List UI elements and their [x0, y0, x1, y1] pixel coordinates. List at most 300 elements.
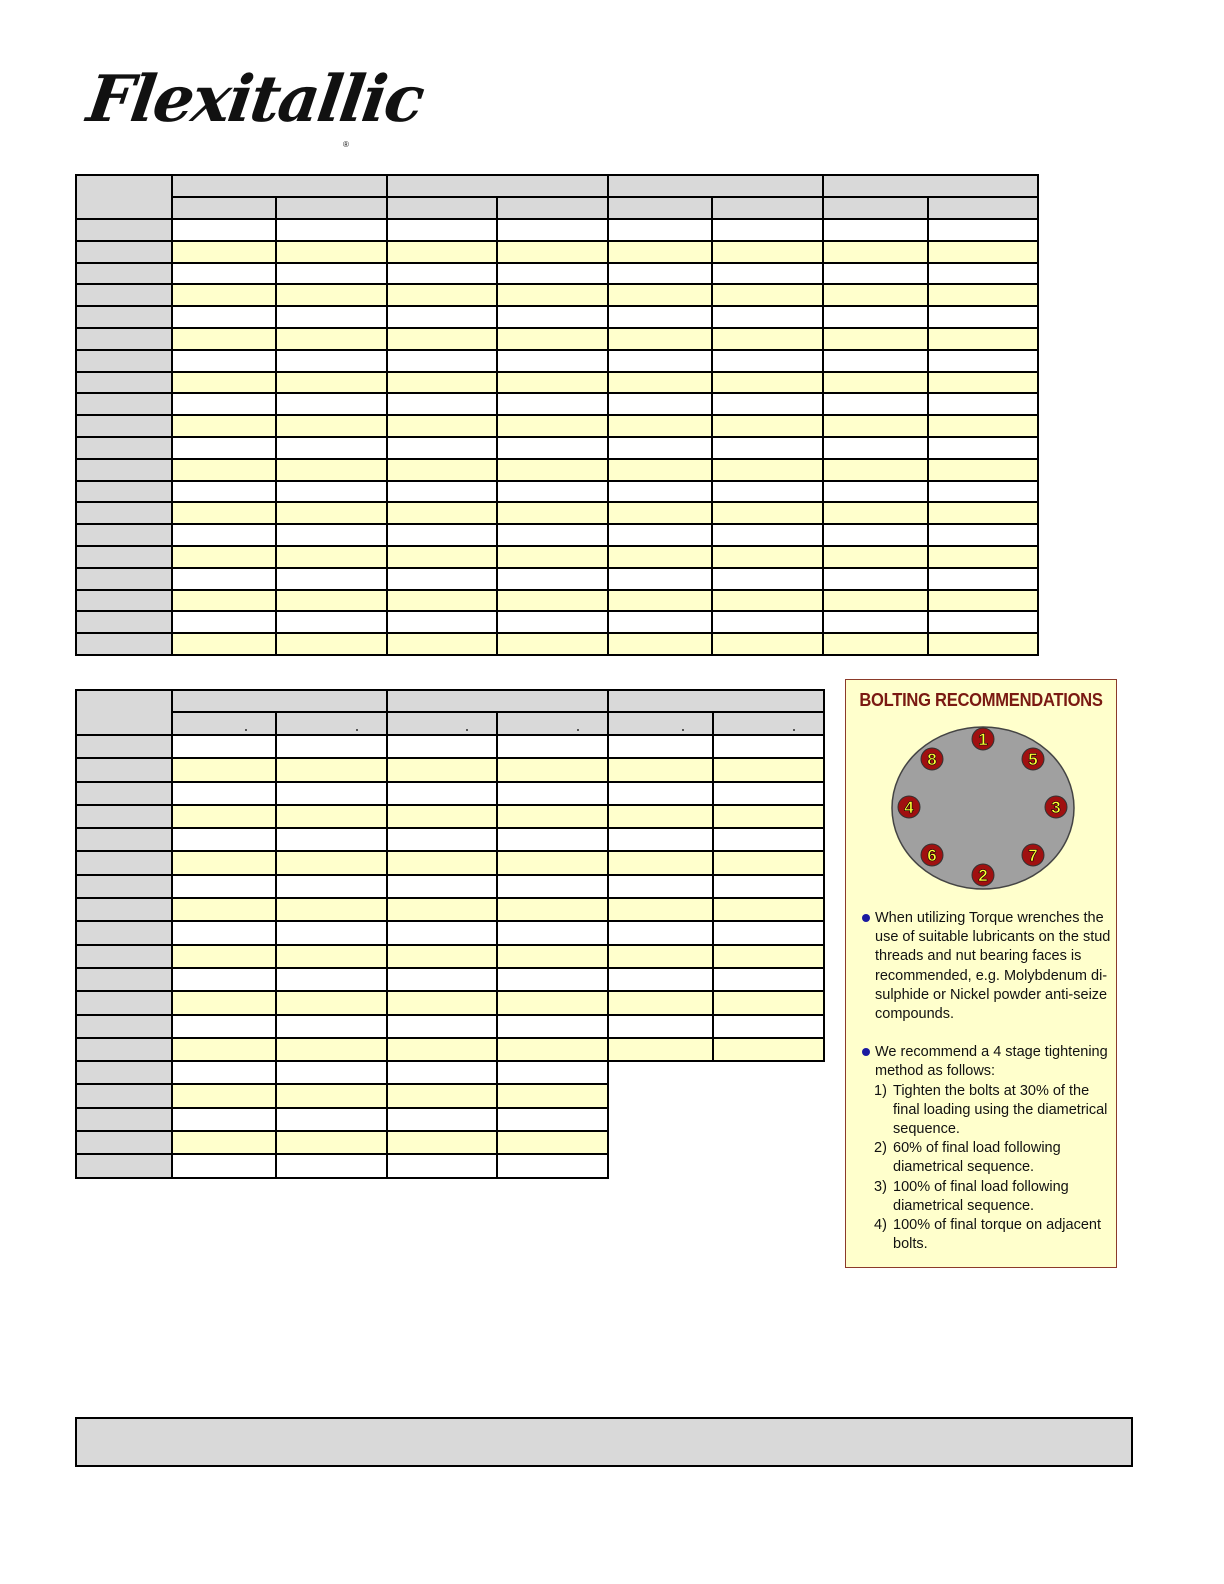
table-row [76, 735, 824, 758]
table-cell [823, 306, 928, 328]
table-cell [928, 568, 1038, 590]
tightening-step [860, 1082, 1115, 1140]
table-cell [276, 1084, 387, 1107]
corner-header [76, 175, 172, 219]
table-row [76, 945, 824, 968]
table-row [76, 328, 1038, 350]
table-cell [712, 481, 823, 503]
table-cell [928, 263, 1038, 285]
empty-space [713, 1061, 824, 1084]
table-cell [497, 735, 608, 758]
table-cell [172, 306, 276, 328]
table-cell [276, 875, 387, 898]
table-cell [497, 372, 608, 394]
table-row [76, 1084, 824, 1107]
table-cell [497, 459, 608, 481]
table-cell [823, 284, 928, 306]
table-cell [608, 219, 712, 241]
table-row [76, 921, 824, 944]
table-cell [608, 633, 712, 655]
table-cell [608, 898, 713, 921]
column-group-header [172, 175, 387, 197]
table-cell [928, 415, 1038, 437]
row-label [76, 1131, 172, 1154]
table-cell [928, 306, 1038, 328]
table-cell [712, 284, 823, 306]
bolt-1 [972, 728, 994, 750]
table-row [76, 782, 824, 805]
registered-mark: ® [343, 140, 349, 149]
table-cell [608, 1015, 713, 1038]
table-cell [497, 241, 608, 263]
table-cell [713, 758, 824, 781]
table-row [76, 284, 1038, 306]
bolt-7 [1022, 844, 1044, 866]
step-text: 60% of final load following diametrical sequence. [893, 1140, 1061, 1176]
table-cell [172, 875, 276, 898]
table-cell [276, 611, 387, 633]
table-cell [276, 898, 387, 921]
row-label [76, 328, 172, 350]
row-label [76, 1084, 172, 1107]
table-cell [387, 481, 497, 503]
table-cell [276, 1061, 387, 1084]
panel-title: BOLTING RECOMMENDATIONS [859, 690, 1103, 710]
empty-space [713, 1084, 824, 1107]
table-cell [387, 1154, 497, 1177]
flange-bolt-sequence-diagram [890, 725, 1076, 891]
table-cell [387, 524, 497, 546]
row-label [76, 459, 172, 481]
step-text: 100% of final load following diametrical sequence. [893, 1178, 1069, 1214]
table-cell [928, 328, 1038, 350]
step-number: 3) [874, 1178, 887, 1195]
table-cell [276, 828, 387, 851]
table-cell [387, 1038, 497, 1061]
table-cell [497, 306, 608, 328]
table-cell [712, 306, 823, 328]
table-cell [823, 263, 928, 285]
table-cell [387, 991, 497, 1014]
table-cell [823, 415, 928, 437]
column-group-header [608, 690, 824, 712]
table-cell [276, 284, 387, 306]
table-row [76, 372, 1038, 394]
table-cell [497, 568, 608, 590]
table-cell [172, 1038, 276, 1061]
step-number: 4) [874, 1217, 887, 1234]
subcolumn-header [712, 197, 823, 219]
table-cell [823, 241, 928, 263]
table-cell [928, 437, 1038, 459]
table-cell [712, 241, 823, 263]
table-cell [172, 481, 276, 503]
table-row [76, 1154, 824, 1177]
table-row [76, 968, 824, 991]
table-cell [172, 945, 276, 968]
table-cell [497, 1108, 608, 1131]
table-cell [497, 328, 608, 350]
table-row [76, 393, 1038, 415]
table-cell [928, 350, 1038, 372]
row-label [76, 219, 172, 241]
table-cell [276, 502, 387, 524]
table-cell [276, 851, 387, 874]
table-cell [387, 1131, 497, 1154]
table-cell [276, 1038, 387, 1061]
table-row [76, 828, 824, 851]
table-cell [172, 219, 276, 241]
table-row [76, 1131, 824, 1154]
row-label [76, 875, 172, 898]
table-cell [497, 945, 608, 968]
table-cell [712, 350, 823, 372]
table-cell [276, 350, 387, 372]
column-group-header [387, 175, 608, 197]
table-cell [712, 219, 823, 241]
table-row [76, 1061, 824, 1084]
table-cell [608, 350, 712, 372]
table-cell [387, 1108, 497, 1131]
table-cell [823, 546, 928, 568]
table-cell [387, 1015, 497, 1038]
table-cell [497, 828, 608, 851]
table-cell [712, 328, 823, 350]
table-cell [276, 633, 387, 655]
table-cell [387, 219, 497, 241]
column-group-header [387, 690, 608, 712]
table-cell [172, 968, 276, 991]
table-cell [608, 735, 713, 758]
table-cell [712, 590, 823, 612]
table-cell [387, 306, 497, 328]
table-cell [608, 921, 713, 944]
bolt-number: 7 [1028, 846, 1038, 865]
table-cell [497, 590, 608, 612]
table-row [76, 805, 824, 828]
table-cell [497, 284, 608, 306]
bullet-icon [862, 914, 870, 922]
table-cell [928, 372, 1038, 394]
table-cell [928, 393, 1038, 415]
table-cell [387, 735, 497, 758]
row-label [76, 350, 172, 372]
table-cell [608, 828, 713, 851]
table-cell [276, 1131, 387, 1154]
table-cell [276, 1015, 387, 1038]
subcolumn-header [608, 712, 713, 735]
row-label [76, 735, 172, 758]
table-cell [928, 546, 1038, 568]
table-cell [823, 219, 928, 241]
table-cell [928, 481, 1038, 503]
row-label [76, 851, 172, 874]
row-label [76, 1038, 172, 1061]
table-cell [172, 590, 276, 612]
row-label [76, 502, 172, 524]
table-cell [497, 1154, 608, 1177]
empty-space [713, 1131, 824, 1154]
table-cell [713, 782, 824, 805]
bolt-number: 4 [904, 798, 914, 817]
row-label [76, 1015, 172, 1038]
table-cell [713, 735, 824, 758]
row-label [76, 805, 172, 828]
table-cell [823, 459, 928, 481]
table-cell [713, 898, 824, 921]
table-cell [172, 1131, 276, 1154]
table-cell [608, 991, 713, 1014]
column-group-header [823, 175, 1038, 197]
table-cell [608, 393, 712, 415]
table-cell [608, 590, 712, 612]
table-cell [387, 546, 497, 568]
table-cell [713, 805, 824, 828]
table-cell [276, 805, 387, 828]
flexitallic-logo [82, 62, 428, 157]
table-cell [823, 502, 928, 524]
table-cell [276, 481, 387, 503]
table-cell [497, 991, 608, 1014]
table-cell [276, 241, 387, 263]
footer-bar [75, 1417, 1133, 1467]
torque-table-2 [75, 689, 825, 1179]
logo-wordmark: Flexitallic [82, 62, 428, 137]
table-cell [713, 945, 824, 968]
row-label [76, 241, 172, 263]
table-cell [608, 851, 713, 874]
table-cell [823, 590, 928, 612]
table-cell [276, 782, 387, 805]
table-cell [712, 524, 823, 546]
table-cell [387, 284, 497, 306]
table-cell [387, 805, 497, 828]
row-label [76, 611, 172, 633]
table-cell [823, 328, 928, 350]
table-row [76, 590, 1038, 612]
table-cell [387, 459, 497, 481]
table-cell [608, 1038, 713, 1061]
row-label [76, 372, 172, 394]
table-cell [276, 393, 387, 415]
empty-space [713, 1154, 824, 1177]
table-cell [608, 372, 712, 394]
bullet-tightening-method [860, 1043, 1115, 1081]
table-cell [497, 350, 608, 372]
table-cell [172, 1084, 276, 1107]
bolt-number: 3 [1051, 798, 1061, 817]
header-row-subcolumns [76, 197, 1038, 219]
table-cell [497, 546, 608, 568]
table-cell [713, 991, 824, 1014]
table-cell [608, 306, 712, 328]
table-cell [928, 459, 1038, 481]
table-cell [712, 502, 823, 524]
table-cell [928, 219, 1038, 241]
table-cell [712, 611, 823, 633]
table-row [76, 437, 1038, 459]
table-cell [497, 1061, 608, 1084]
table-cell [172, 524, 276, 546]
table-row [76, 350, 1038, 372]
table-cell [387, 502, 497, 524]
bullet-text: We recommend a 4 stage tightening method as follows: [875, 1044, 1108, 1080]
table-cell [172, 568, 276, 590]
table-cell [172, 1015, 276, 1038]
table-cell [172, 805, 276, 828]
table-cell [608, 782, 713, 805]
column-group-header [608, 175, 823, 197]
table-cell [276, 735, 387, 758]
subcolumn-header [713, 712, 824, 735]
table-cell [712, 633, 823, 655]
row-label [76, 991, 172, 1014]
table-cell [172, 828, 276, 851]
table-cell [823, 393, 928, 415]
table-cell [387, 758, 497, 781]
table-cell [608, 437, 712, 459]
table-cell [172, 898, 276, 921]
table-cell [172, 393, 276, 415]
subcolumn-header [172, 197, 276, 219]
bolt-number: 8 [927, 750, 937, 769]
table-row [76, 851, 824, 874]
table-cell [497, 437, 608, 459]
table-cell [497, 633, 608, 655]
table-cell [387, 568, 497, 590]
bolt-4 [898, 796, 920, 818]
table-cell [608, 459, 712, 481]
bolt-3 [1045, 796, 1067, 818]
table-cell [387, 1084, 497, 1107]
table-cell [497, 782, 608, 805]
bullet-icon [862, 1048, 870, 1056]
bolting-recommendations-panel [845, 679, 1117, 1268]
table-cell [608, 758, 713, 781]
step-text: 100% of final torque on adjacent bolts. [893, 1217, 1101, 1253]
table-cell [608, 524, 712, 546]
table-cell [928, 241, 1038, 263]
row-label [76, 306, 172, 328]
bolt-6 [921, 844, 943, 866]
bolt-number: 1 [978, 730, 988, 749]
table-cell [387, 263, 497, 285]
empty-space [608, 1061, 713, 1084]
row-label [76, 782, 172, 805]
empty-space [608, 1108, 713, 1131]
table-cell [713, 968, 824, 991]
table-row [76, 459, 1038, 481]
table-cell [276, 968, 387, 991]
table-cell [387, 782, 497, 805]
table-cell [497, 502, 608, 524]
table-cell [928, 502, 1038, 524]
table-cell [172, 1061, 276, 1084]
table-cell [713, 921, 824, 944]
table-cell [172, 633, 276, 655]
row-label [76, 921, 172, 944]
table-cell [172, 241, 276, 263]
table-cell [823, 372, 928, 394]
empty-space [608, 1131, 713, 1154]
row-label [76, 284, 172, 306]
subcolumn-header [823, 197, 928, 219]
table-row [76, 1015, 824, 1038]
row-label [76, 1154, 172, 1177]
row-label [76, 1108, 172, 1131]
table-row [76, 568, 1038, 590]
table-cell [497, 1084, 608, 1107]
table-cell [172, 611, 276, 633]
table-cell [387, 437, 497, 459]
table-cell [608, 945, 713, 968]
step-text: Tighten the bolts at 30% of the final loading using the diametrical sequence. [893, 1082, 1108, 1138]
table-cell [497, 1131, 608, 1154]
table-cell [497, 1015, 608, 1038]
table-cell [172, 263, 276, 285]
subcolumn-header [276, 712, 387, 735]
table-cell [712, 437, 823, 459]
table-row [76, 415, 1038, 437]
table-cell [387, 350, 497, 372]
empty-space [713, 1108, 824, 1131]
table-row [76, 633, 1038, 655]
table-row [76, 219, 1038, 241]
table-cell [172, 350, 276, 372]
table-cell [608, 568, 712, 590]
table-cell [276, 306, 387, 328]
table-cell [497, 263, 608, 285]
table-cell [172, 328, 276, 350]
table-cell [608, 328, 712, 350]
table-cell [172, 1154, 276, 1177]
table-cell [608, 263, 712, 285]
table-cell [823, 350, 928, 372]
table-cell [608, 481, 712, 503]
table-cell [276, 459, 387, 481]
empty-space [608, 1154, 713, 1177]
table-cell [712, 568, 823, 590]
table-cell [387, 898, 497, 921]
table-cell [928, 633, 1038, 655]
table-cell [276, 415, 387, 437]
table-cell [172, 991, 276, 1014]
table-cell [608, 241, 712, 263]
table-row [76, 875, 824, 898]
table-cell [276, 437, 387, 459]
table-cell [497, 1038, 608, 1061]
table-cell [712, 263, 823, 285]
table-cell [608, 284, 712, 306]
subcolumn-header [276, 197, 387, 219]
table-row [76, 1108, 824, 1131]
table-cell [387, 1061, 497, 1084]
subcolumn-header [497, 712, 608, 735]
bullet-lubricants [860, 909, 1115, 1024]
table-cell [928, 284, 1038, 306]
row-label [76, 590, 172, 612]
table-cell [387, 828, 497, 851]
bolt-number: 2 [978, 866, 988, 885]
bolt-2 [972, 864, 994, 886]
table-cell [387, 968, 497, 991]
table-cell [497, 968, 608, 991]
table-cell [712, 546, 823, 568]
table-cell [387, 393, 497, 415]
torque-table-1 [75, 174, 1039, 656]
row-label [76, 898, 172, 921]
table-cell [608, 968, 713, 991]
